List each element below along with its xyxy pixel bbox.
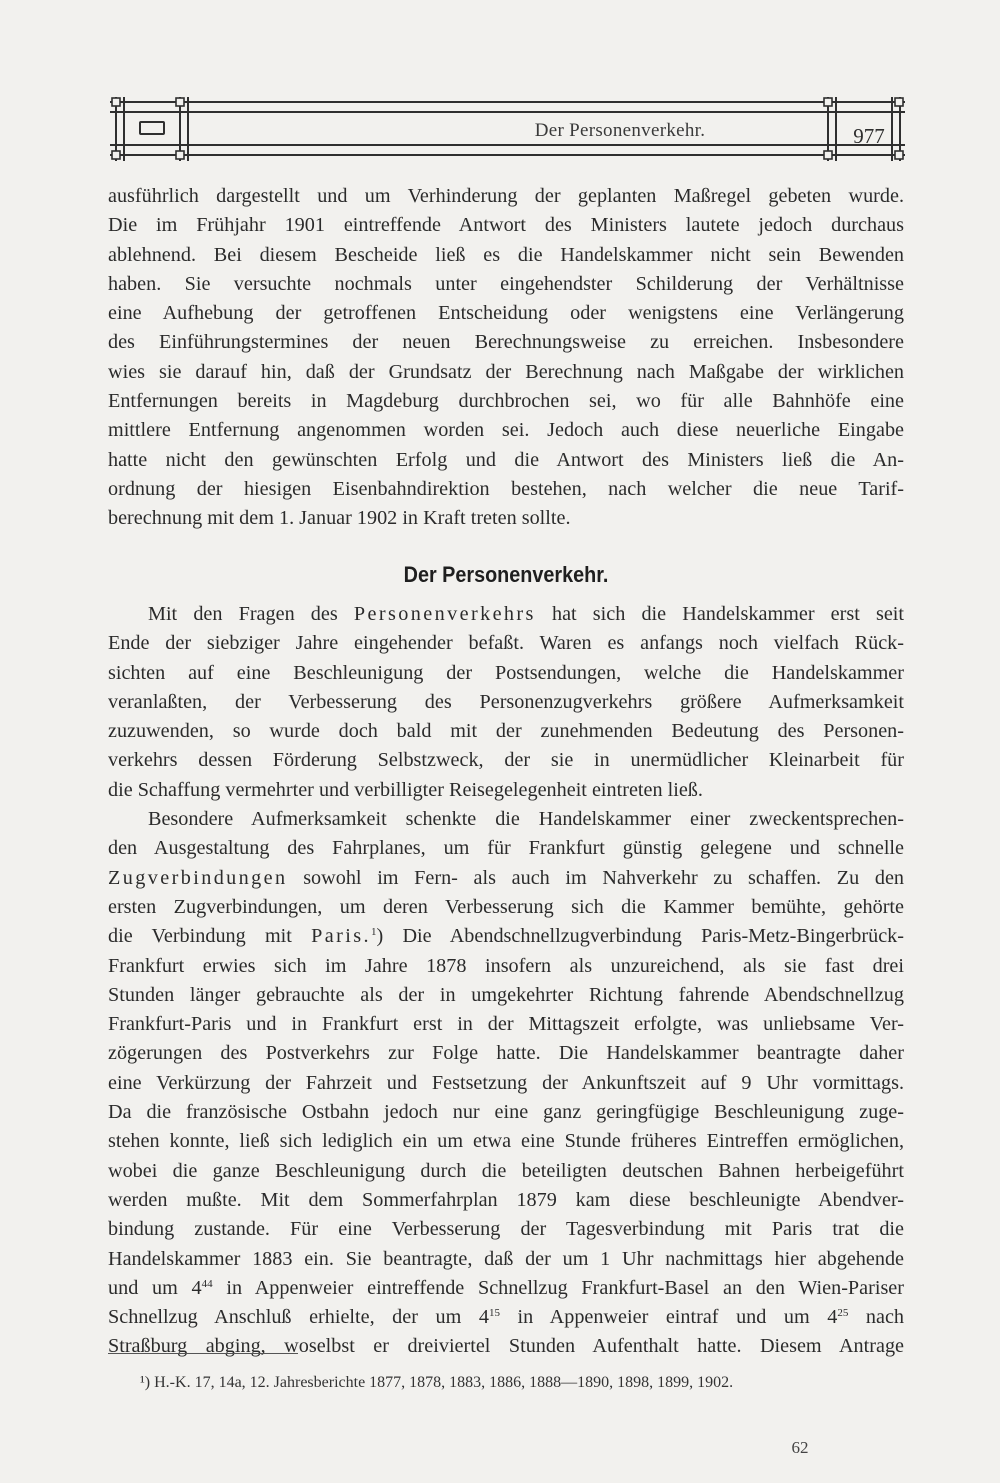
text-line: ausführlich dargestellt und um Verhinderung der geplanten Maßregel gebeten wurde. — [108, 185, 904, 207]
text-line: Besondere Aufmerksamkeit schenkte die Handelskammer einer zweckentsprechen- — [148, 808, 904, 831]
text-line: Straßburg abging, woselbst er dreiviertel Stunden Aufenthalt hatte. Diesem Antrage — [108, 1335, 904, 1358]
text-line: veranlaßten, der Verbesserung des Personenzugverkehrs größere Aufmerksamkeit — [108, 690, 904, 713]
text-line: mittlere Entfernung angenommen worden sei. Jedoch auch diese neuerliche Eingabe — [108, 419, 904, 442]
text-line: sichten auf eine Beschleunigung der Postsendungen, welche die Handelskammer — [108, 661, 904, 684]
text-line — [108, 922, 904, 951]
text-line: Frankfurt erwies sich im Jahre 1878 insofern als unzureichend, als sie fast drei — [108, 954, 904, 977]
text-line: bindung zustande. Für eine Verbesserung der Tagesverbindung mit Paris trat die — [108, 1218, 904, 1241]
text-run: Mit den Fragen des — [148, 603, 338, 625]
text-line: stehen konnte, ließ sich lediglich ein um etwa eine Stunde früheres Eintreffen ermöglichen, — [108, 1130, 904, 1153]
text-line: den Ausgestaltung des Fahrplanes, um für Frankfurt günstig gelegene und schnelle — [108, 837, 904, 860]
text-line: verkehrs dessen Förderung Selbstzweck, der sie in unermüdlicher Kleinarbeit für — [108, 749, 904, 772]
text-line: des Einführungstermines der neuen Berechnungsweise zu erreichen. Insbesondere — [108, 331, 904, 354]
spaced-emphasis: Personenverkehrs — [353, 603, 536, 625]
spaced-emphasis: Paris. — [311, 925, 371, 948]
time-superscript: 25 — [837, 1307, 849, 1320]
page-number: 977 — [853, 124, 885, 148]
text-run: Schnellzug Anschluß erhielte, der um 4 — [108, 1306, 489, 1329]
time-superscript: 44 — [201, 1277, 213, 1290]
text-line: berechnung mit dem 1. Januar 1902 in Kraft treten sollte. — [108, 507, 571, 530]
text-line: ordnung der hiesigen Eisenbahndirektion bestehen, nach welcher die neue Tarif- — [108, 477, 904, 500]
text-line — [108, 864, 904, 893]
text-line: wobei die ganze Beschleunigung durch die beteiligten deutschen Bahnen herbeigeführt — [108, 1159, 904, 1182]
text-line: Frankfurt-Paris und in Frankfurt erst in der Mittagszeit erfolgte, was unliebsame Ver- — [108, 1013, 904, 1036]
text-line: die Schaffung vermehrter und verbilligter Reisegelegenheit eintreten ließ. — [108, 778, 703, 801]
footnote-reference[interactable]: 1 — [370, 926, 377, 939]
text-line: Entfernungen bereits in Magdeburg durchbrochen sei, wo für alle Bahnhöfe eine — [108, 390, 904, 413]
text-line: werden mußte. Mit dem Sommerfahrplan 1879 kam diese beschleunigte Abendver- — [108, 1188, 904, 1211]
running-title: Der Personenverkehr. — [534, 120, 706, 141]
text-line: Da die französische Ostbahn jedoch nur eine ganz geringfügige Beschleunigung zuge- — [108, 1101, 904, 1124]
text-line: Die im Frühjahr 1901 eintreffende Antwort des Ministers lautete jedoch durchaus — [108, 214, 904, 237]
text-line — [108, 1274, 904, 1303]
footnote-text: H.-K. 17, 14a, 12. Jahresberichte 1877, 1878, 1883, 1886, 1888—1890, 1898, 1899, 1902. — [154, 1374, 734, 1391]
text-line: ersten Zugverbindungen, um deren Verbesserung sich die Kammer bemühte, gehörte — [108, 895, 904, 918]
text-line: Stunden länger gebrauchte als der in umgekehrter Richtung fahrende Abendschnellzug — [108, 983, 904, 1006]
footnote — [140, 1374, 900, 1392]
footnote-marker: ¹) — [140, 1374, 151, 1391]
text-run: ) Die Abendschnellzugverbindung Paris-Metz-Bingerbrück- — [376, 925, 904, 948]
text-line: ablehnend. Bei diesem Bescheide ließ es die Handelskammer nicht sein Bewenden — [108, 243, 904, 266]
time-superscript: 15 — [488, 1307, 500, 1320]
text-line: hatte nicht den gewünschten Erfolg und die Antwort des Ministers ließ die An- — [108, 448, 904, 471]
section-heading: Der Personenverkehr. — [403, 562, 609, 587]
running-header — [110, 97, 905, 163]
footnote-divider — [108, 1353, 298, 1354]
text-line: zuzuwenden, so wurde doch bald mit der zunehmenden Bedeutung des Personen- — [108, 720, 904, 743]
text-run: hat sich die Handelskammer erst seit — [551, 603, 905, 625]
paragraph-continued — [108, 182, 904, 534]
signature-mark: 62 — [791, 1438, 809, 1457]
text-run: nach — [848, 1306, 905, 1329]
text-run: sowohl im Fern- als auch im Nahverkehr zu schaffen. Zu den — [303, 866, 905, 889]
text-line: Ende der siebziger Jahre eingehender befaßt. Waren es anfangs noch vielfach Rück- — [108, 632, 904, 655]
text-run: in Appenweier eintraf und um 4 — [499, 1306, 838, 1329]
section-body — [108, 600, 904, 1362]
text-run: die Verbindung mit — [108, 925, 292, 948]
text-line: haben. Sie versuchte nochmals unter eingehendster Schilderung der Verhältnisse — [108, 272, 904, 295]
text-run: und um 4 — [108, 1276, 202, 1299]
text-run: in Appenweier eintreffende Schnellzug Frankfurt-Basel an den Wien-Pariser — [212, 1276, 904, 1299]
spaced-emphasis: Zugverbindungen — [108, 866, 288, 889]
text-line: zögerungen des Postverkehrs zur Folge hatte. Die Handelskammer beantragte daher — [108, 1042, 904, 1065]
text-line: wies sie darauf hin, daß der Grundsatz der Berechnung nach Maßgabe der wirklichen — [108, 360, 904, 383]
text-line — [108, 600, 904, 629]
text-line: Handelskammer 1883 ein. Sie beantragte, daß der um 1 Uhr nachmittags hier abgehende — [108, 1247, 904, 1270]
text-line: eine Aufhebung der getroffenen Entscheidung oder wenigstens eine Verlängerung — [108, 302, 904, 325]
text-line: eine Verkürzung der Fahrzeit und Festsetzung der Ankunftszeit auf 9 Uhr vormittags. — [108, 1071, 904, 1094]
text-line — [108, 1303, 904, 1332]
